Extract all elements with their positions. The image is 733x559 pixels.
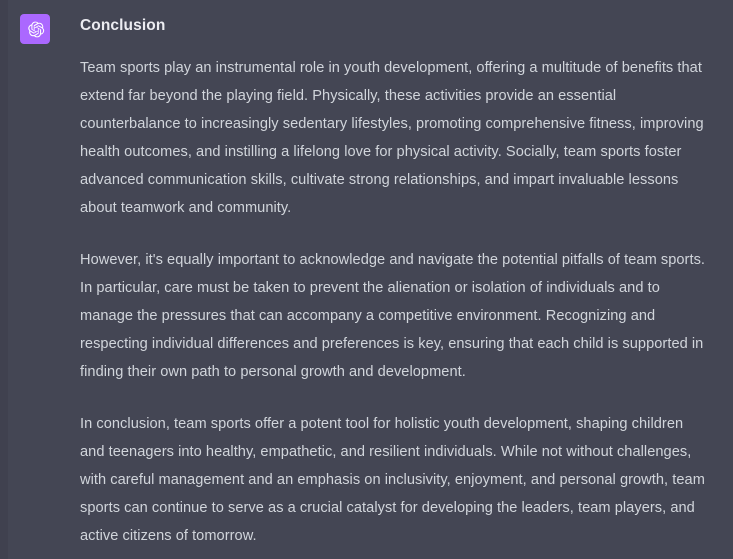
section-heading: Conclusion xyxy=(80,17,166,34)
conversation-left-gutter xyxy=(0,0,8,559)
openai-logo-icon xyxy=(26,20,45,39)
paragraph-2: However, it's equally important to acknowledge and navigate the potential pitfalls of team sports. In particular, care must be taken to prevent the alienation or isolation of individuals and to manage the pressures that can accompany a competitive environment. Recognizing and respecting individual differences and preferences is key, ensuring that each child is supported in finding their own path to personal growth and development. xyxy=(80,252,706,380)
paragraph-1: Team sports play an instrumental role in youth development, offering a multitude of benefits that extend far beyond the playing field. Physically, these activities provide an essential counterbalance to increasingly sedentary lifestyles, promoting comprehensive fitness, improving health outcomes, and instilling a lifelong love for physical activity. Socially, team sports foster advanced communication skills, cultivate strong relationships, and impart invaluable lessons about teamwork and community. xyxy=(80,60,704,216)
message-content xyxy=(50,10,721,559)
paragraph-3: In conclusion, team sports offer a potent tool for holistic youth development, shaping children and teenagers into healthy, empathetic, and resilient individuals. While not without challenges, with careful management and an emphasis on inclusivity, enjoyment, and personal growth, team sports can continue to serve as a crucial catalyst for developing the leaders, team players, and active citizens of tomorrow. xyxy=(80,416,705,544)
assistant-avatar xyxy=(20,14,50,44)
assistant-message xyxy=(8,0,733,559)
